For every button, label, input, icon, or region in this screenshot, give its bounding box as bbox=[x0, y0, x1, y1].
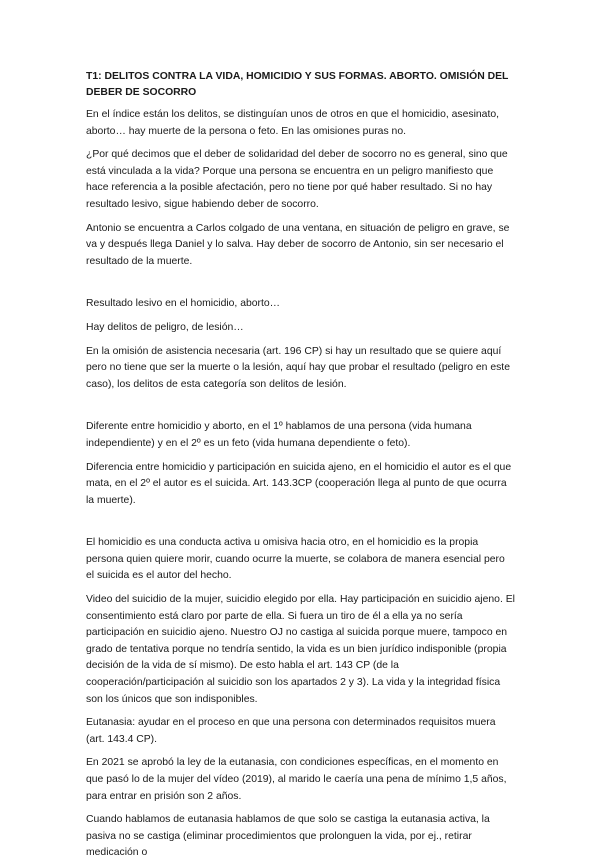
paragraph: En la omisión de asistencia necesaria (art. 196 CP) si hay un resultado que se quiere aquí pero no tiene que ser la muerte o la lesión, aquí hay que probar el resultado (peligro en este caso), los delitos de esta categoría son delitos de lesión. bbox=[86, 345, 510, 390]
blank-line bbox=[86, 400, 515, 419]
paragraph: Diferencia entre homicidio y participación en suicida ajeno, en el homicidio el autor es el que mata, en el 2º el autor es el suicida. Art. 143.3CP (cooperación llega al punto de que ocurra la muerte). bbox=[86, 461, 512, 506]
paragraph: En 2021 se aprobó la ley de la eutanasia, con condiciones específicas, en el momento en que pasó lo de la mujer del vídeo (2019), al marido le caería una pena de mínimo 1,5 años, para entrar en prisión son 2 años. bbox=[86, 757, 507, 802]
paragraph: Hay delitos de peligro, de lesión… bbox=[86, 321, 244, 333]
blank-line bbox=[86, 277, 515, 296]
paragraph: Diferente entre homicidio y aborto, en el 1º hablamos de una persona (vida humana independiente) y en el 2º es un feto (vida humana dependiente o feto). bbox=[86, 421, 472, 449]
paragraph: El homicidio es una conducta activa u omisiva hacia otro, en el homicidio es la propia persona quien quiere morir, cuando ocurre la muerte, se colabora de manera esencial pero el suicida es el autor del hecho. bbox=[86, 537, 505, 582]
paragraph: Resultado lesivo en el homicidio, aborto… bbox=[86, 298, 281, 310]
paragraph: ¿Por qué decimos que el deber de solidaridad del deber de socorro no es general, sino que está vinculada a la vida? Porque una persona se encuentra en un peligro manifiesto que hace referencia a la posible afectación, pero no tiene por qué haber resultado. Si no hay resultado lesivo, sigue habiendo deber de socorro. bbox=[86, 149, 508, 210]
paragraph: Cuando hablamos de eutanasia hablamos de que solo se castiga la eutanasia activa, la pasiva no se castiga (eliminar procedimientos que prolonguen la vida, por ej., retirar medicación o bbox=[86, 814, 490, 859]
document-title: T1: DELITOS CONTRA LA VIDA, HOMICIDIO Y SUS FORMAS. ABORTO. OMISIÓN DEL DEBER DE SOCORRO bbox=[86, 71, 509, 98]
paragraph: En el índice están los delitos, se distinguían unos de otros en que el homicidio, asesinato, aborto… hay muerte de la persona o feto. En las omisiones puras no. bbox=[86, 109, 499, 137]
paragraph: Antonio se encuentra a Carlos colgado de una ventana, en situación de peligro en grave, se va y después llega Daniel y lo salva. Hay deber de socorro de Antonio, sin ser necesario el resultado de la muerte. bbox=[86, 222, 510, 267]
blank-line bbox=[86, 516, 515, 535]
paragraph: Video del suicidio de la mujer, suicidio elegido por ella. Hay participación en suicidio ajeno. El consentimiento está claro por parte de ella. Si fuera un tiro de él a ella ya no sería participación en suicidio ajeno. Nuestro OJ no castiga al suicida porque muere, tampoco en grado de tentativa porque no tendría sentido, la vida es un bien jurídico indisponible (propia decisión de la vida de sí mismo). De esto habla el art. 143 CP (de la cooperación/participación al suicidio son los apartados 2 y 3). La vida y la integridad física son los únicos que son indisponibles. bbox=[86, 594, 515, 705]
paragraph: Eutanasia: ayudar en el proceso en que una persona con determinados requisitos muera (art. 143.4 CP). bbox=[86, 717, 496, 745]
